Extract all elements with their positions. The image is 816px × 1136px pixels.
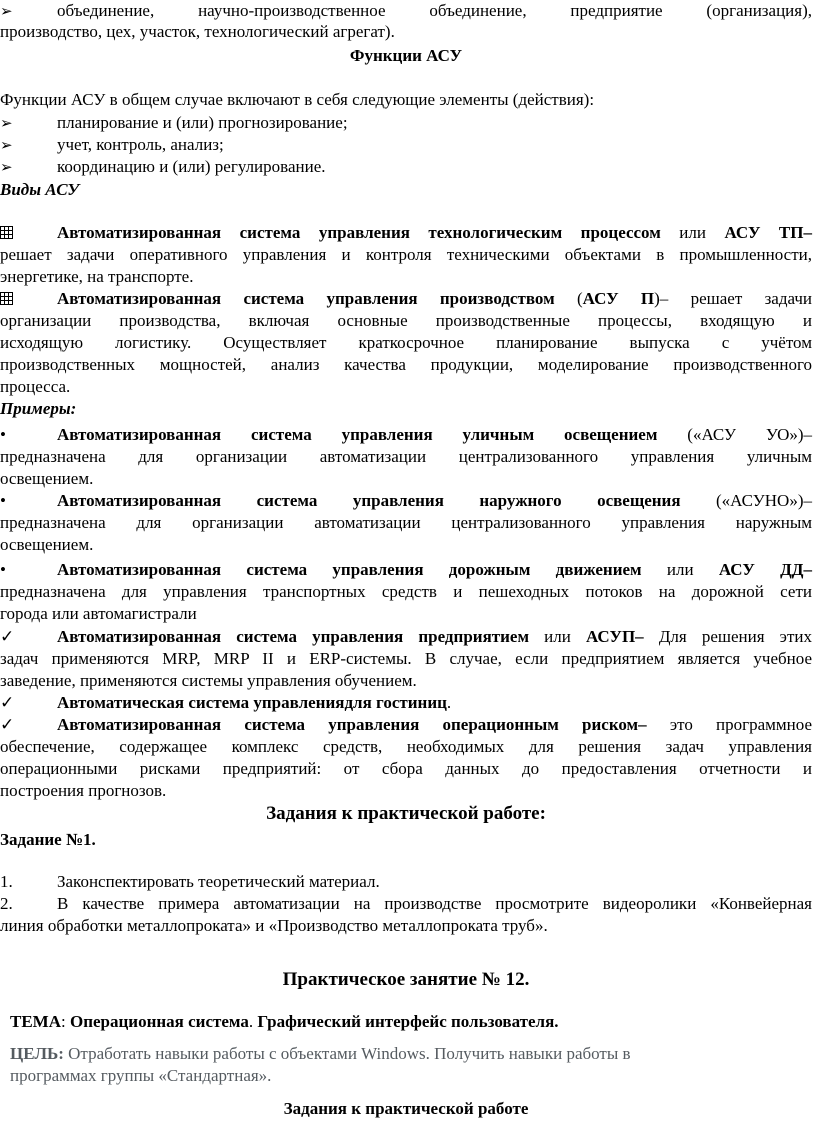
example-2-line-1: • Автоматизированная система управления наружного освещения («АСУНО»)– bbox=[0, 491, 812, 510]
dot-bullet-icon: • bbox=[0, 491, 6, 510]
lesson-goal-line-2: программах группы «Стандартная». bbox=[10, 1066, 272, 1085]
check-item-1-line-1: ✓ Автоматизированная система управления предприятием или АСУП– Для решения этих bbox=[0, 627, 813, 646]
intro-line-1: ➢ объединение, научно-производственное объединение, предприятие (организация), bbox=[0, 0, 812, 24]
check-item-1-line-2: задач применяются MRP, MRP II и ERP-системы. В случае, если предприятием является учебное bbox=[0, 649, 812, 668]
intro-line-2: производство, цех, участок, технологический агрегат). bbox=[0, 22, 395, 41]
example-1-line-1: • Автоматизированная система управления уличным освещением («АСУ УО»)– bbox=[0, 425, 813, 444]
table-bullet-icon bbox=[0, 292, 13, 305]
type-item-1-line-1: Автоматизированная система управления технологическим процессом или АСУ ТП– bbox=[0, 222, 812, 246]
task-title: Задание №1. bbox=[0, 830, 96, 849]
arrow-bullet-icon: ➢ bbox=[0, 138, 13, 154]
example-3-line-2: предназначена для управления транспортных средств и пешеходных потоков на дорожной сети bbox=[0, 582, 812, 601]
functions-heading: Функции АСУ bbox=[349, 46, 463, 65]
tasks-heading: Задания к практической работе: bbox=[266, 803, 546, 824]
functions-item: ➢ координацию и (или) регулирование. bbox=[0, 156, 812, 180]
lesson-goal-line-1: ЦЕЛЬ: Отработать навыки работы с объектами Windows. Получить навыки работы в bbox=[10, 1044, 631, 1063]
functions-item: ➢ учет, контроль, анализ; bbox=[0, 134, 812, 158]
example-2-line-2: предназначена для организации автоматизации централизованного управления наружным bbox=[0, 513, 812, 532]
example-3-line-3: города или автомагистрали bbox=[0, 604, 197, 623]
example-2-line-3: освещением. bbox=[0, 535, 94, 554]
task-item-2-line-1: 2. В качестве примера автоматизации на производстве просмотрите видеоролики «Конвейерная bbox=[0, 894, 812, 913]
functions-lead: Функции АСУ в общем случае включают в себя следующие элементы (действия): bbox=[0, 90, 595, 109]
check-item-3-line-2: обеспечение, содержащее комплекс средств, необходимых для решения задач управления bbox=[0, 737, 812, 756]
check-item-3-line-1: ✓ Автоматизированная система управления операционным риском– это программное bbox=[0, 715, 813, 734]
examples-heading: Примеры: bbox=[0, 399, 77, 418]
arrow-bullet-icon: ➢ bbox=[0, 160, 13, 176]
arrow-bullet-icon: ➢ bbox=[0, 116, 13, 132]
dot-bullet-icon: • bbox=[0, 425, 6, 444]
footer-heading: Задания к практической работе bbox=[283, 1099, 529, 1118]
checkmark-bullet-icon: ✓ bbox=[0, 627, 15, 646]
dot-bullet-icon: • bbox=[0, 560, 6, 579]
checkmark-bullet-icon: ✓ bbox=[0, 693, 15, 712]
checkmark-bullet-icon: ✓ bbox=[0, 715, 15, 734]
type-item-2-line-1: Автоматизированная система управления производством (АСУ П)– решает задачи bbox=[0, 288, 812, 312]
type-item-1-line-3: энергетике, на транспорте. bbox=[0, 267, 194, 286]
arrow-bullet-icon: ➢ bbox=[0, 4, 13, 20]
type-item-1-line-2: решает задачи оперативного управления и контроля техническими объектами в промышленности, bbox=[0, 245, 812, 264]
check-item-3-line-3: операционными рисками предприятий: от сбора данных до предоставления отчетности и bbox=[0, 759, 812, 778]
table-bullet-icon bbox=[0, 226, 13, 239]
functions-item: ➢ планирование и (или) прогнозирование; bbox=[0, 112, 812, 136]
type-item-2-line-3: исходящую логистику. Осуществляет краткосрочное планирование выпуска с учётом bbox=[0, 333, 812, 352]
check-item-1-line-3: заведение, применяются системы управления обучением. bbox=[0, 671, 417, 690]
example-1-line-2: предназначена для организации автоматизации централизованного управления уличным bbox=[0, 447, 812, 466]
task-item-1: 1. Законспектировать теоретический материал. bbox=[0, 872, 380, 891]
types-heading: Виды АСУ bbox=[0, 180, 80, 199]
type-item-2-line-4: производственных мощностей, анализ качества продукции, моделирование производственного bbox=[0, 355, 812, 374]
lesson-heading: Практическое занятие № 12. bbox=[282, 969, 530, 990]
example-1-line-3: освещением. bbox=[0, 469, 94, 488]
type-item-2-line-2: организации производства, включая основные производственные процессы, входящую и bbox=[0, 311, 812, 330]
task-item-2-line-2: линия обработки металлопроката» и «Производство металлопроката труб». bbox=[0, 916, 548, 935]
check-item-2: ✓ Автоматическая система управлениядля гостиниц. bbox=[0, 693, 452, 712]
check-item-3-line-4: построения прогнозов. bbox=[0, 781, 167, 800]
example-3-line-1: • Автоматизированная система управления дорожным движением или АСУ ДД– bbox=[0, 560, 813, 579]
lesson-topic: ТЕМА: Операционная система. Графический интерфейс пользователя. bbox=[10, 1012, 559, 1031]
type-item-2-line-5: процесса. bbox=[0, 377, 71, 396]
